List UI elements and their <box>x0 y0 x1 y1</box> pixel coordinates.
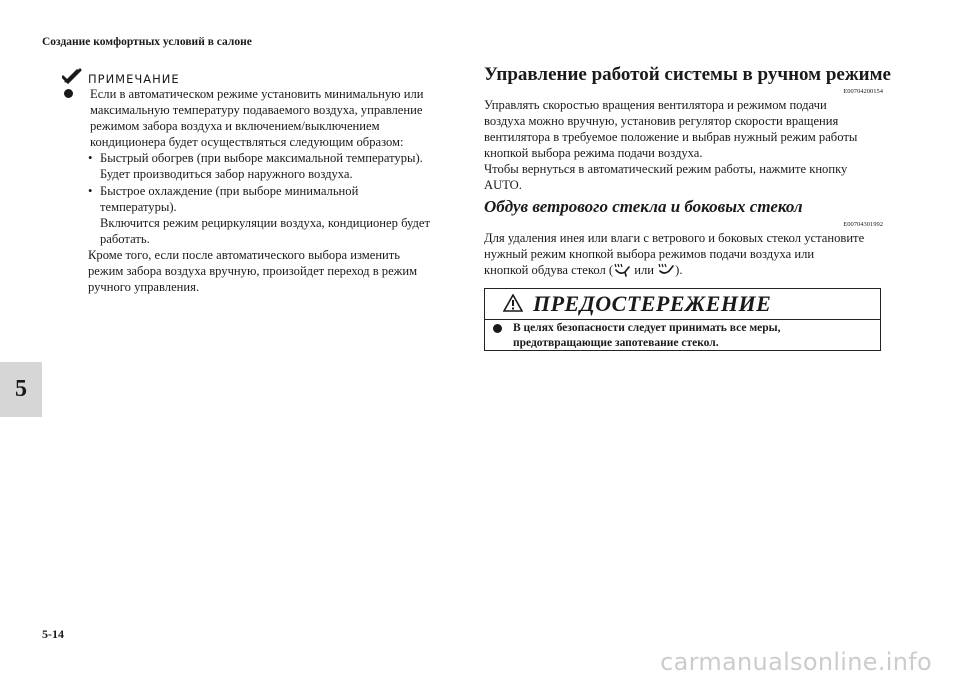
text-line: вентилятора в требуемое положение и выбрав нужный режим работы <box>484 130 858 145</box>
section-code: E00704200154 <box>843 88 883 95</box>
text-line: предотвращающие запотевание стекол. <box>513 336 719 349</box>
defrost-feet-icon <box>613 263 631 281</box>
manual-mode-title: Управление работой системы в ручном режиме <box>484 64 891 85</box>
text-fragment: ). <box>675 263 683 278</box>
text-line: кондиционера будет осуществляться следующим образом: <box>90 135 404 150</box>
text-line: Для удаления инея или влаги с ветрового и боковых стекол установите <box>484 231 865 245</box>
text-line: Быстрый обогрев (при выборе максимальной температуры). <box>100 151 423 166</box>
note-bullet <box>62 86 462 150</box>
text-line: работать. <box>100 231 150 246</box>
sub-item <box>62 150 462 166</box>
text-fragment: или <box>631 263 658 278</box>
warning-triangle-icon <box>503 294 523 317</box>
text-fragment: кнопкой обдува стекол ( <box>484 263 614 278</box>
defrost-body <box>484 230 884 281</box>
bullet-dot-icon <box>64 89 73 98</box>
warning-header <box>485 289 880 320</box>
sub-item <box>62 183 462 199</box>
text-line: температуры). <box>100 199 177 214</box>
defrost-title: Обдув ветрового стекла и боковых стекол <box>484 197 803 216</box>
section-code: E00704301992 <box>843 221 883 228</box>
text-line: В целях безопасности следует принимать все меры, <box>513 322 781 334</box>
sub-marker: • <box>88 183 93 198</box>
page-number: 5-14 <box>42 627 64 641</box>
manual-mode-body <box>484 97 884 194</box>
text-line: Кроме того, если после автоматического выбора изменить <box>88 247 401 262</box>
text-line: Чтобы вернуться в автоматический режим работы, нажмите кнопку <box>484 162 848 177</box>
text-line: максимальную температуру подаваемого воздуха, управление <box>90 103 423 118</box>
warning-box <box>484 288 881 351</box>
text-line: режимом забора воздуха и включением/выключением <box>90 119 380 134</box>
warning-body <box>485 321 880 350</box>
text-line: режим забора воздуха вручную, произойдет переход в режим <box>88 264 418 279</box>
text-line: Будет производиться забор наружного воздуха. <box>100 167 353 182</box>
bullet-dot-icon <box>493 324 502 333</box>
text-line: Включится режим рециркуляции воздуха, кондиционер будет <box>100 215 431 230</box>
text-line: воздуха можно вручную, установив регулятор скорости вращения <box>484 114 839 129</box>
watermark: carmanualsonline.info <box>660 648 932 676</box>
text-line: Быстрое охлаждение (при выборе минимальной <box>100 183 359 198</box>
note-label: ПРИМЕЧАНИЕ <box>88 71 180 86</box>
chapter-number: 5 <box>15 376 27 402</box>
defrost-icon <box>657 263 675 281</box>
warning-title: ПРЕДОСТЕРЕЖЕНИЕ <box>533 291 772 316</box>
text-line: нужный режим кнопкой выбора режимов подачи воздуха или <box>484 247 815 262</box>
note-body <box>62 86 462 295</box>
text-line: Если в автоматическом режиме установить минимальную или <box>90 87 424 101</box>
text-line <box>484 262 884 281</box>
text-line: ручного управления. <box>88 280 200 295</box>
text-line: кнопкой выбора режима подачи воздуха. <box>484 146 703 161</box>
text-line: Управлять скоростью вращения вентилятора и режимом подачи <box>484 98 827 112</box>
chapter-tab <box>0 362 42 417</box>
sub-marker: • <box>88 151 93 166</box>
section-header: Создание комфортных условий в салоне <box>42 36 252 48</box>
text-line: AUTO. <box>484 178 522 193</box>
